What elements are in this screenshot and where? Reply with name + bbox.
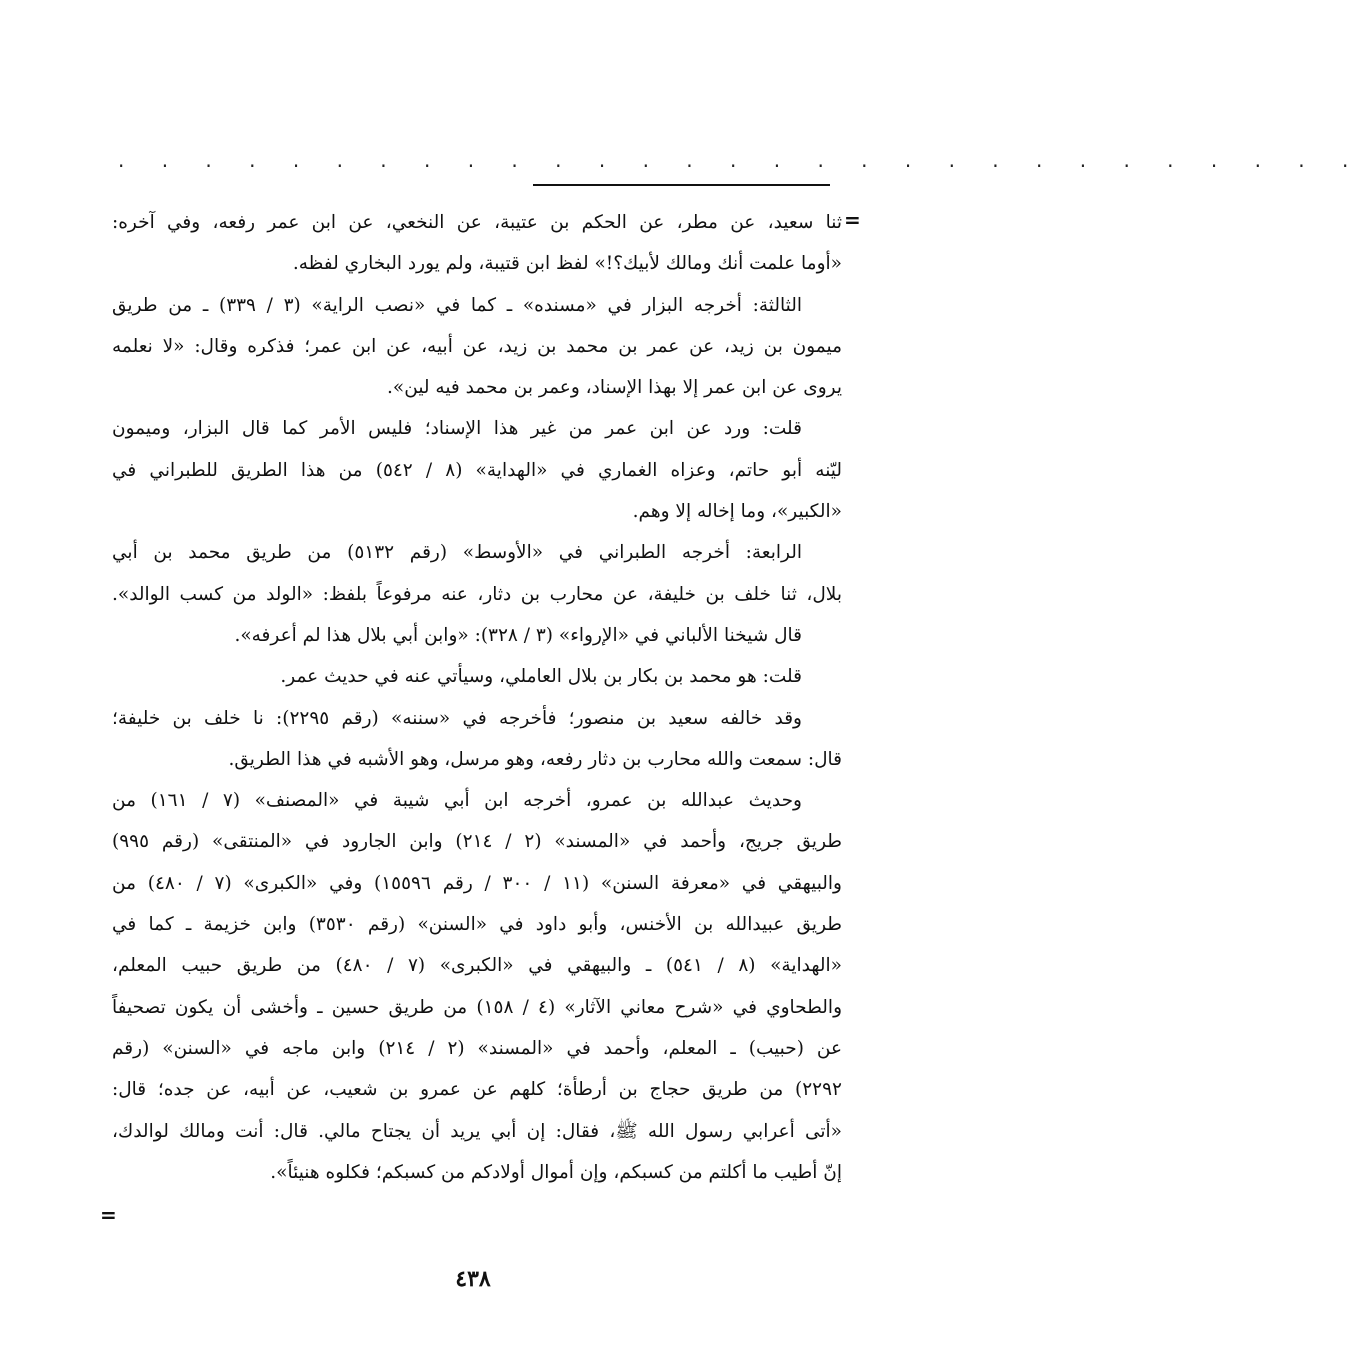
text-line: ليّنه أبو حاتم، وعزاه الغماري في «الهداية» (٨ / ٥٤٢) من هذا الطريق للطبراني في bbox=[112, 459, 843, 481]
footnote-text bbox=[112, 202, 842, 1193]
text-line: قال: سمعت والله محارب بن دثار رفعه، وهو مرسل، وهو الأشبه في هذا الطريق. bbox=[228, 748, 842, 770]
continuation-mark-top: = bbox=[844, 208, 861, 232]
text-line: ميمون بن زيد، عن عمر بن محمد بن زيد، عن أبيه، عن ابن عمر؛ فذكره وقال: «لا نعلمه bbox=[112, 335, 842, 357]
text-line: والبيهقي في «معرفة السنن» (١١ / ٣٠٠ / رقم ١٥٥٩٦) وفي «الكبرى» (٧ / ٤٨٠) من bbox=[112, 872, 842, 894]
text-line: إنّ أطيب ما أكلتم من كسبكم، وإن أموال أولادكم من كسبكم؛ فكلوه هنيئاً». bbox=[270, 1161, 842, 1183]
text-line: عن (حبيب) ـ المعلم، وأحمد في «المسند» (٢ / ٢١٤) وابن ماجه في «السنن» (رقم bbox=[112, 1037, 843, 1059]
text-line: قلت: هو محمد بن بكار بن بلال العاملي، وسيأتي عنه في حديث عمر. bbox=[280, 666, 802, 688]
text-line: «الكبير»، وما إخاله إلا وهم. bbox=[632, 501, 842, 523]
dotted-separator: . . . . . . . . . . . . . . . . . . . . . . . . . . . . . bbox=[118, 148, 1364, 172]
text-line: «الهداية» (٨ / ٥٤١) ـ والبيهقي في «الكبرى» (٧ / ٤٨٠) من طريق حبيب المعلم، bbox=[112, 955, 842, 977]
text-line: «أوما علمت أنك ومالك لأبيك؟!» لفظ ابن قتيبة، ولم يورد البخاري لفظه. bbox=[292, 253, 842, 275]
page-number: ٤٣٨ bbox=[455, 1266, 491, 1292]
text-line: الرابعة: أخرجه الطبراني في «الأوسط» (رقم ٥١٣٢) من طريق محمد بن أبي bbox=[112, 542, 802, 564]
text-line: «أتى أعرابي رسول الله ﷺ، فقال: إن أبي يريد أن يجتاح مالي. قال: أنت ومالك لوالدك، bbox=[112, 1120, 842, 1142]
continuation-mark-bottom: = bbox=[100, 1203, 117, 1227]
footnote-rule bbox=[533, 184, 830, 186]
text-line: بلال، ثنا خلف بن خليفة، عن محارب بن دثار، عنه مرفوعاً بلفظ: «الولد من كسب الوالد». bbox=[112, 583, 842, 605]
text-line: قلت: ورد عن ابن عمر من غير هذا الإسناد؛ فليس الأمر كما قال البزار، وميمون bbox=[112, 418, 802, 440]
text-line: وحديث عبدالله بن عمرو، أخرجه ابن أبي شيبة في «المصنف» (٧ / ١٦١) من bbox=[112, 790, 802, 812]
text-line: طريق عبيدالله بن الأخنس، وأبو داود في «السنن» (رقم ٣٥٣٠) وابن خزيمة ـ كما في bbox=[112, 914, 842, 936]
text-line: قال شيخنا الألباني في «الإرواء» (٣ / ٣٢٨): «وابن أبي بلال هذا لم أعرفه». bbox=[234, 624, 802, 646]
text-line: يروى عن ابن عمر إلا بهذا الإسناد، وعمر بن محمد فيه لين». bbox=[387, 377, 842, 399]
text-line: الثالثة: أخرجه البزار في «مسنده» ـ كما في «نصب الراية» (٣ / ٣٣٩) ـ من طريق bbox=[112, 294, 802, 316]
text-line: طريق جريج، وأحمد في «المسند» (٢ / ٢١٤) وابن الجارود في «المنتقى» (رقم ٩٩٥) bbox=[112, 831, 843, 853]
text-line: ثنا سعيد، عن مطر، عن الحكم بن عتيبة، عن النخعي، عن ابن عمر رفعه، وفي آخره: bbox=[112, 212, 842, 233]
text-line: وقد خالفه سعيد بن منصور؛ فأخرجه في «سننه» (رقم ٢٢٩٥): نا خلف بن خليفة؛ bbox=[112, 707, 802, 729]
text-line: ٢٢٩٢) من طريق حجاج بن أرطأة؛ كلهم عن عمرو بن شعيب، عن أبيه، عن جده؛ قال: bbox=[112, 1079, 842, 1101]
text-line: والطحاوي في «شرح معاني الآثار» (٤ / ١٥٨) من طريق حسين ـ وأخشى أن يكون تصحيفاً bbox=[112, 996, 843, 1018]
